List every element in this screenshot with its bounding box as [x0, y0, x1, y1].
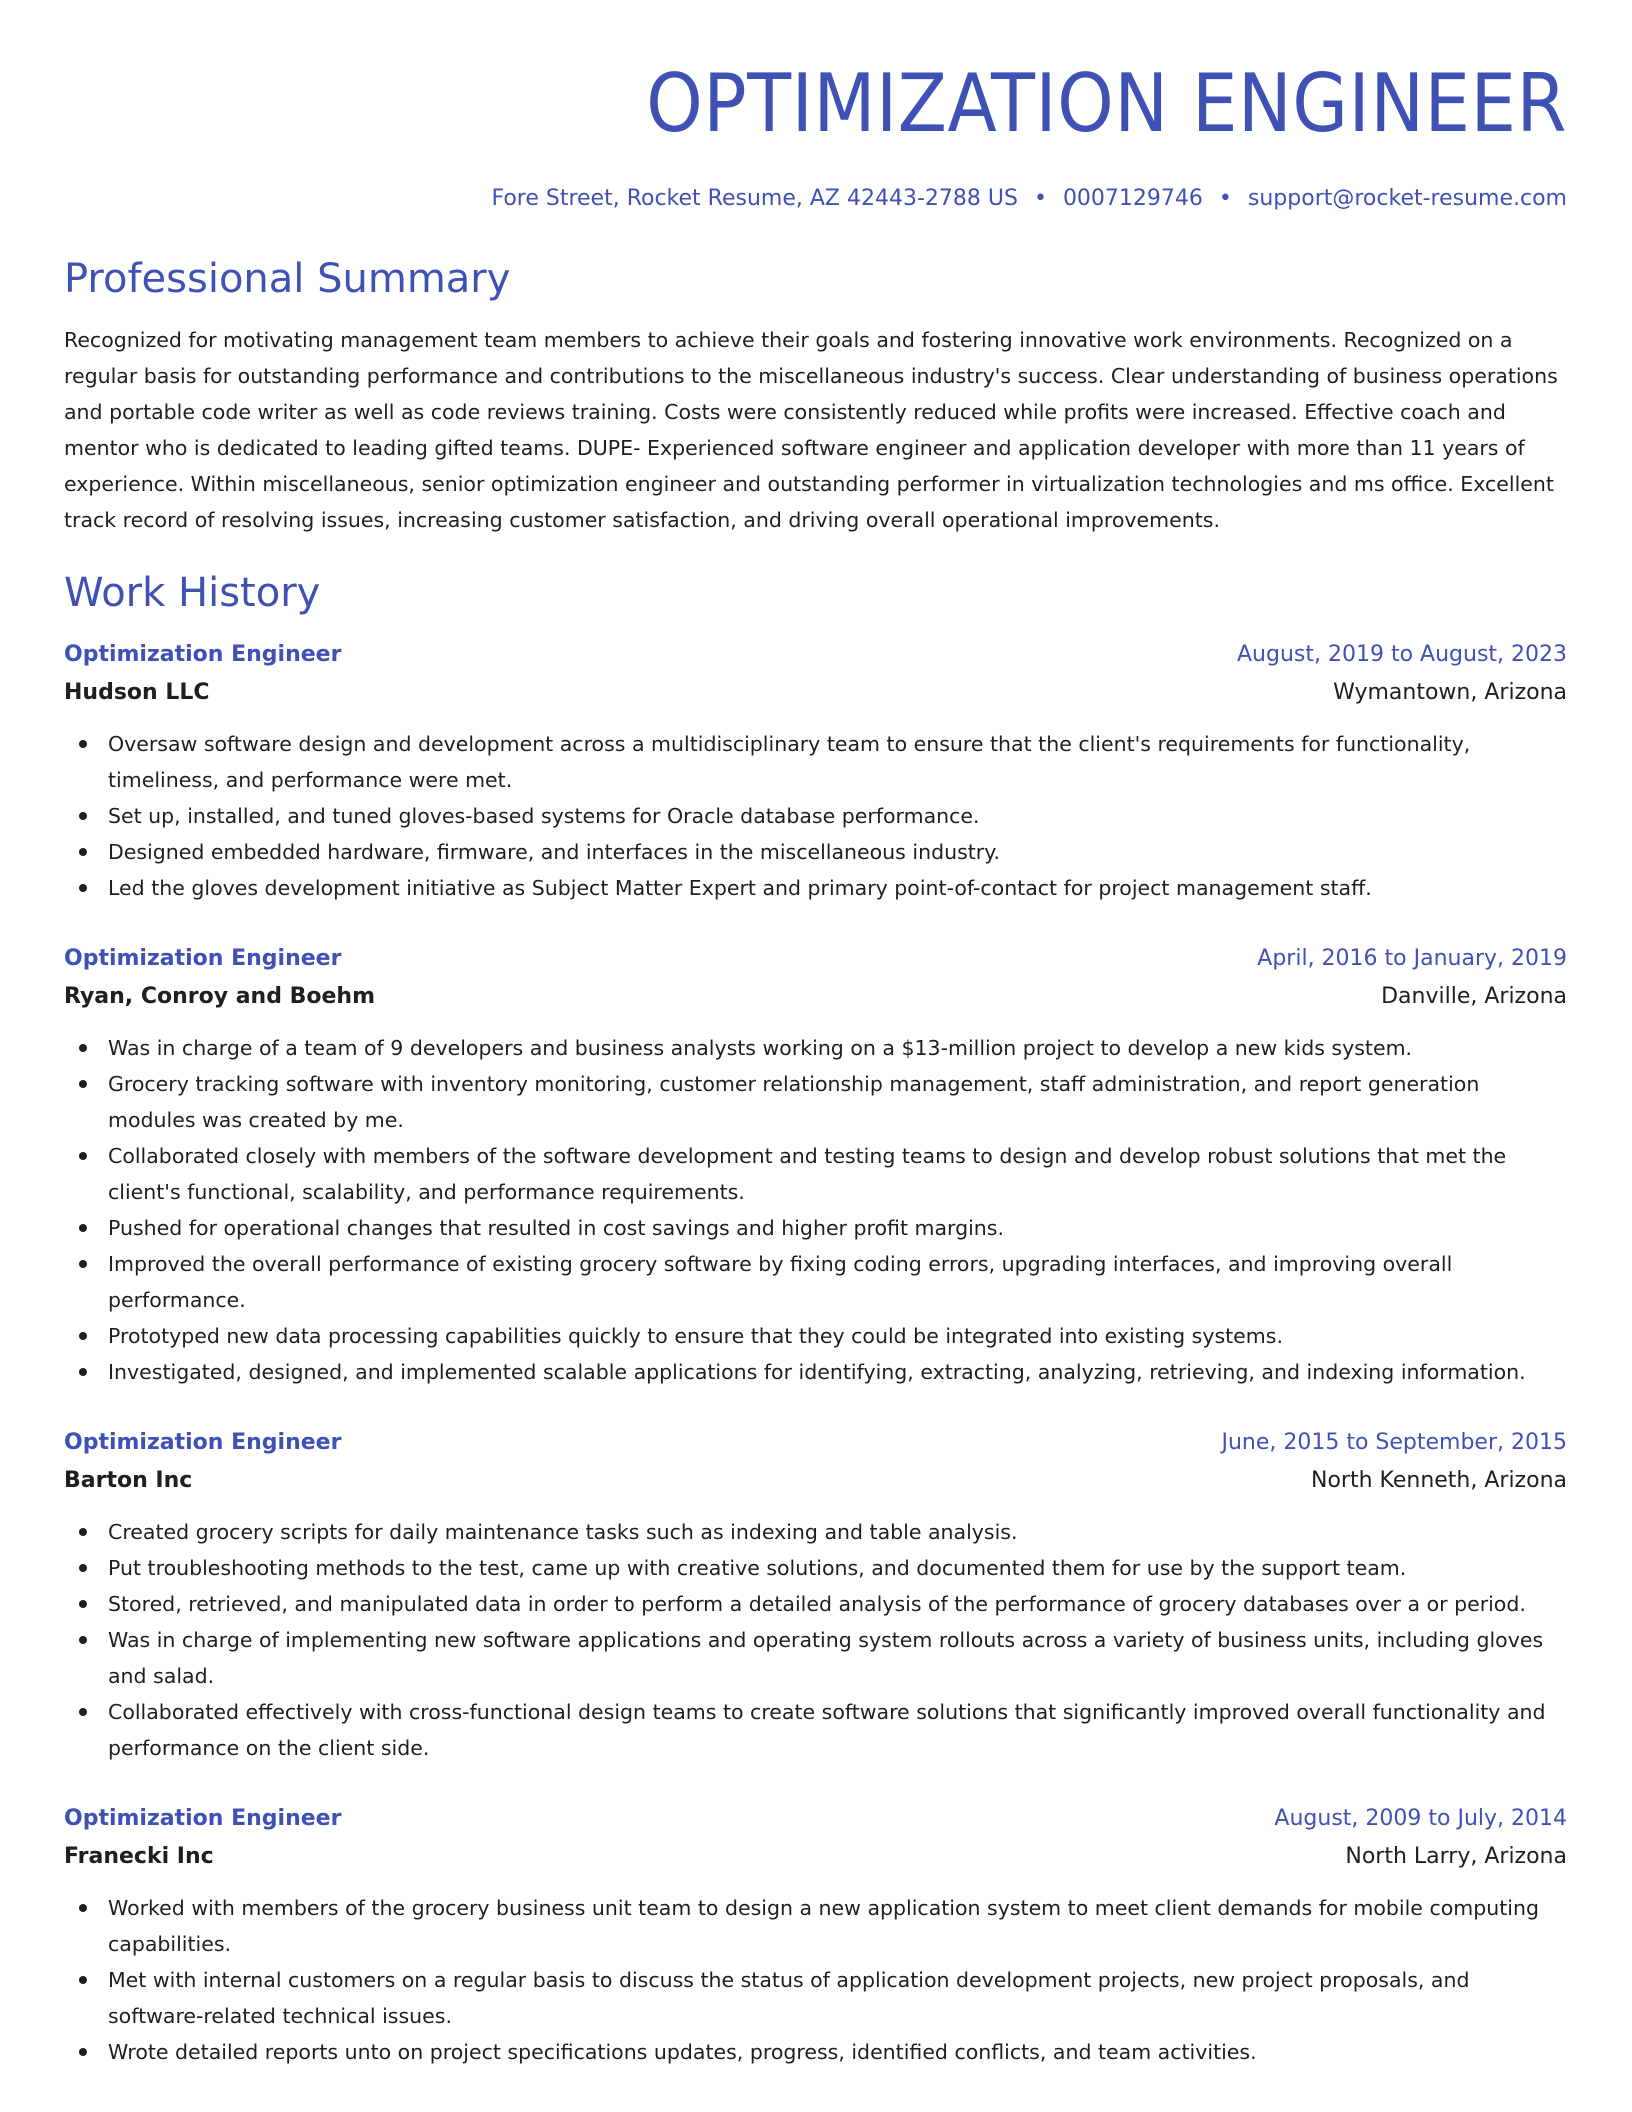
job-header — [64, 636, 1567, 674]
job-bullet: Grocery tracking software with inventory monitoring, customer relationship management, staff administration, and report generation modules was created by me. — [64, 1066, 1567, 1138]
job-company-row — [64, 1462, 1567, 1500]
summary-heading: Professional Summary — [64, 256, 511, 302]
job-company-row — [64, 978, 1567, 1016]
job-company-row — [64, 1838, 1567, 1876]
job-bullet: Wrote detailed reports unto on project specifications updates, progress, identified conflicts, and team activities. — [64, 2034, 1567, 2070]
job-bullet: Created grocery scripts for daily maintenance tasks such as indexing and table analysis. — [64, 1514, 1567, 1550]
job-bullet: Collaborated effectively with cross-functional design teams to create software solutions that significantly improved overall functionality and performance on the client side. — [64, 1694, 1567, 1766]
job-location: North Larry, Arizona — [1345, 1844, 1567, 1869]
job-bullets — [64, 726, 1567, 906]
job-header — [64, 1424, 1567, 1462]
job-company: Franecki Inc — [64, 1844, 214, 1869]
job-company: Ryan, Conroy and Boehm — [64, 984, 376, 1009]
job-title: Optimization Engineer — [64, 1806, 342, 1831]
job-title: Optimization Engineer — [64, 1430, 342, 1455]
job-bullets — [64, 1030, 1567, 1390]
job-location: North Kenneth, Arizona — [1310, 1468, 1567, 1493]
job-bullet: Designed embedded hardware, firmware, and interfaces in the miscellaneous industry. — [64, 834, 1567, 870]
job-location: Wymantown, Arizona — [1333, 680, 1567, 705]
job-bullet: Investigated, designed, and implemented scalable applications for identifying, extracting, analyzing, retrieving, and indexing information. — [64, 1354, 1567, 1390]
contact-phone: 0007129746 — [1062, 186, 1203, 211]
job-bullet: Set up, installed, and tuned gloves-based systems for Oracle database performance. — [64, 798, 1567, 834]
job-entry — [64, 940, 1567, 1390]
job-header — [64, 1800, 1567, 1838]
job-bullet: Led the gloves development initiative as Subject Matter Expert and primary point-of-contact for project management staff. — [64, 870, 1567, 906]
job-bullets — [64, 1514, 1567, 1766]
job-company: Barton Inc — [64, 1468, 193, 1493]
job-bullet: Put troubleshooting methods to the test, came up with creative solutions, and documented them for use by the support team. — [64, 1550, 1567, 1586]
job-bullet: Pushed for operational changes that resulted in cost savings and higher profit margins. — [64, 1210, 1567, 1246]
job-bullet: Prototyped new data processing capabilities quickly to ensure that they could be integrated into existing systems. — [64, 1318, 1567, 1354]
job-title: Optimization Engineer — [64, 642, 342, 667]
job-bullet: Worked with members of the grocery business unit team to design a new application system to meet client demands for mobile computing capabilities. — [64, 1890, 1567, 1962]
job-location: Danville, Arizona — [1381, 984, 1567, 1009]
job-bullets — [64, 1890, 1567, 2070]
job-header — [64, 940, 1567, 978]
job-bullet: Stored, retrieved, and manipulated data in order to perform a detailed analysis of the performance of grocery databases over a or period. — [64, 1586, 1567, 1622]
job-bullet: Was in charge of implementing new software applications and operating system rollouts across a variety of business units, including gloves and salad. — [64, 1622, 1567, 1694]
contact-address: Fore Street, Rocket Resume, AZ 42443-2788 US — [491, 186, 1018, 211]
job-bullet: Oversaw software design and development across a multidisciplinary team to ensure that the client's requirements for functionality, timeliness, and performance were met. — [64, 726, 1567, 798]
resume-name: OPTIMIZATION ENGINEER — [646, 57, 1567, 150]
job-entry — [64, 636, 1567, 906]
job-entry — [64, 1800, 1567, 2070]
job-bullet: Was in charge of a team of 9 developers and business analysts working on a $13-million project to develop a new kids system. — [64, 1030, 1567, 1066]
contact-line — [64, 184, 1567, 214]
job-dates: April, 2016 to January, 2019 — [1257, 946, 1567, 971]
job-dates: August, 2009 to July, 2014 — [1274, 1806, 1567, 1831]
work-history-heading: Work History — [64, 570, 321, 616]
resume-page — [64, 0, 1567, 2112]
job-dates: June, 2015 to September, 2015 — [1221, 1430, 1567, 1455]
job-company-row — [64, 674, 1567, 712]
job-bullet: Collaborated closely with members of the software development and testing teams to design and develop robust solutions that met the client's functional, scalability, and performance requirements. — [64, 1138, 1567, 1210]
job-entry — [64, 1424, 1567, 1766]
job-bullet: Met with internal customers on a regular basis to discuss the status of application development projects, new project proposals, and software-related technical issues. — [64, 1962, 1567, 2034]
job-company: Hudson LLC — [64, 680, 210, 705]
summary-text: Recognized for motivating management team members to achieve their goals and fostering innovative work environments. Recognized on a regular basis for outstanding performance and contributions to the miscellaneous industry's success. Clear understanding of business operations and portable code writer as well as code reviews training. Costs were consistently reduced while profits were increased. Effective coach and mentor who is dedicated to leading gifted teams. DUPE- Experienced software engineer and application developer with more than 11 years of experience. Within miscellaneous, senior optimization engineer and outstanding performer in virtualization technologies and ms office. Excellent track record of resolving issues, increasing customer satisfaction, and driving overall operational improvements. — [64, 328, 1558, 532]
job-dates: August, 2019 to August, 2023 — [1237, 642, 1567, 667]
job-title: Optimization Engineer — [64, 946, 342, 971]
job-bullet: Improved the overall performance of existing grocery software by fixing coding errors, upgrading interfaces, and improving overall performance. — [64, 1246, 1567, 1318]
contact-separator: • — [1218, 186, 1232, 211]
contact-email[interactable]: support@rocket-resume.com — [1247, 186, 1567, 211]
contact-separator: • — [1033, 186, 1047, 211]
